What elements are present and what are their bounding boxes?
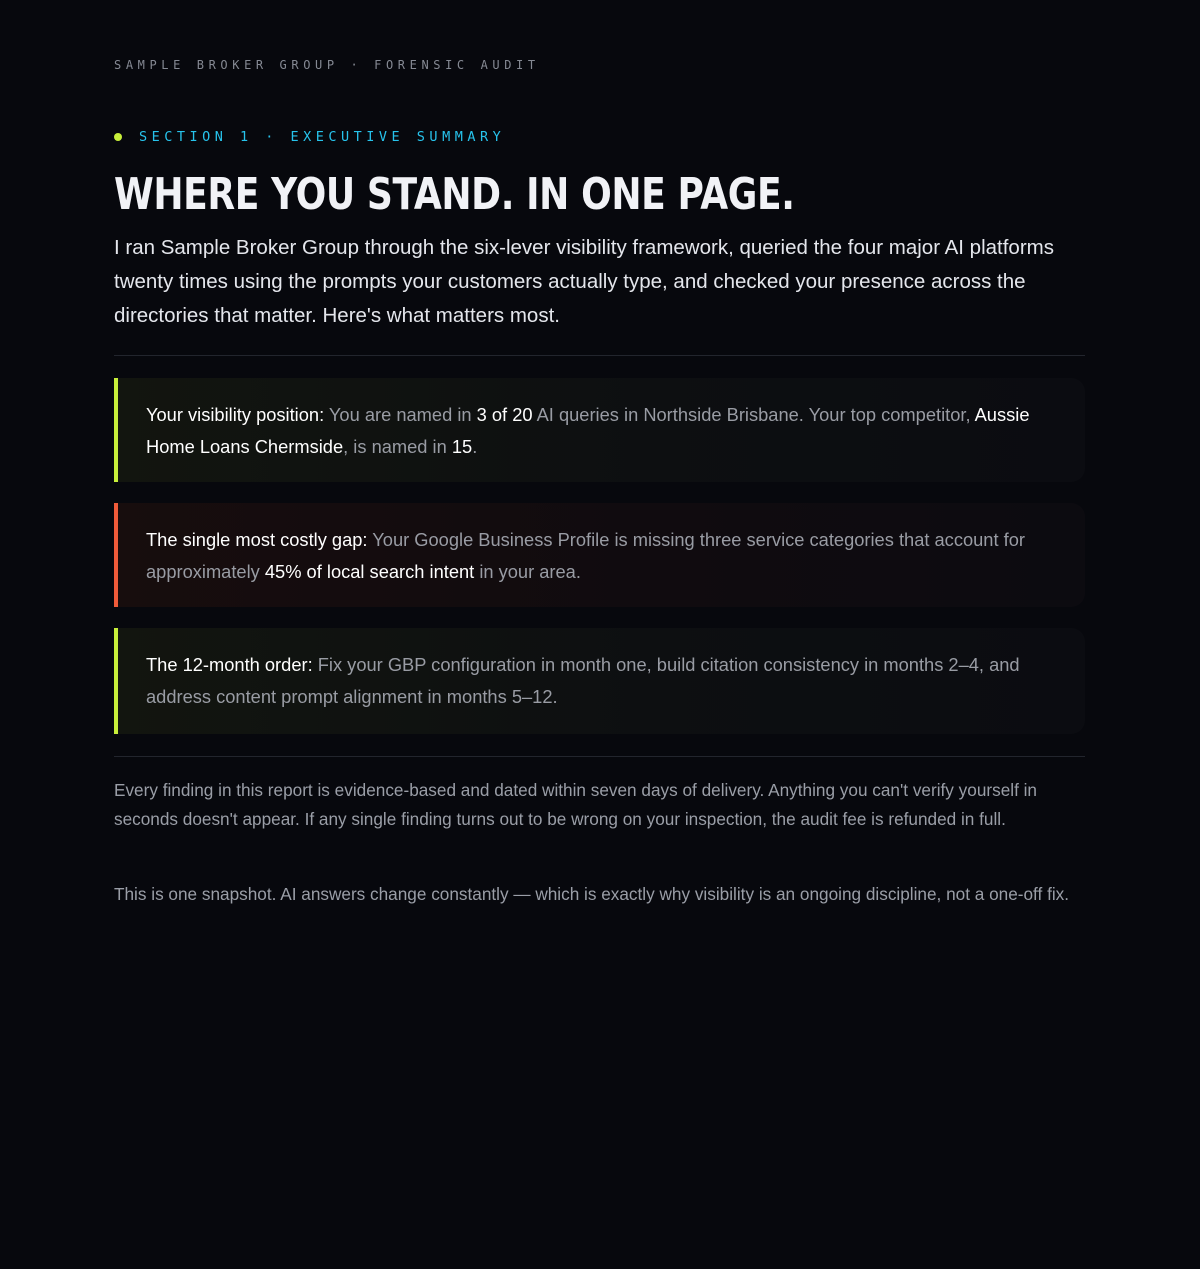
finding-lead: Your visibility position: — [146, 404, 325, 425]
finding-lead: The single most costly gap: — [146, 529, 368, 550]
finding-text: Your Google Business Profile is missing three service categories that account for approximately — [146, 529, 1025, 582]
finding-text: You are named in — [324, 404, 477, 425]
finding-card-costly-gap — [114, 503, 1085, 607]
divider — [114, 756, 1085, 757]
finding-text: AI queries in Northside Brisbane. Your top competitor, — [532, 404, 975, 425]
finding-text: Fix your GBP configuration in month one, build citation consistency in months 2–4, and address content prompt alignment in months 5–12. — [146, 654, 1020, 707]
finding-highlight: 45% of local search intent — [264, 561, 475, 582]
finding-highlight: 3 of 20 — [476, 404, 533, 425]
finding-card-12-month-order — [114, 628, 1085, 734]
finding-lead: The 12-month order: — [146, 654, 313, 675]
section-label-text: SECTION 1 · EXECUTIVE SUMMARY — [139, 129, 506, 145]
finding-highlight: Aussie Home Loans Chermside — [146, 404, 1030, 457]
section-label — [114, 129, 505, 145]
report-eyebrow: SAMPLE BROKER GROUP · FORENSIC AUDIT — [114, 58, 540, 72]
finding-text: in your area. — [474, 561, 581, 582]
divider — [114, 355, 1085, 356]
intro-paragraph: I ran Sample Broker Group through the six-lever visibility framework, queried the four major AI platforms twenty times using the prompts your customers actually type, and checked your presence across the directories that matter. Here's what matters most. — [114, 236, 1054, 328]
page-title: WHERE YOU STAND. IN ONE PAGE. — [114, 169, 795, 220]
guarantee-paragraph: Every finding in this report is evidence-based and dated within seven days of delivery. Anything you can't verify yourself in seconds doesn't appear. If any single finding turns out to be wrong on your inspection, the audit fee is refunded in full. — [114, 780, 1037, 829]
finding-text: , is named in — [343, 436, 452, 457]
finding-highlight: 15 — [451, 436, 473, 457]
section-dot-icon — [114, 133, 122, 141]
snapshot-note-paragraph: This is one snapshot. AI answers change constantly — which is exactly why visibility is an ongoing discipline, not a one-off fix. — [114, 884, 1070, 904]
finding-text: . — [472, 436, 478, 457]
finding-card-visibility-position — [114, 378, 1085, 482]
